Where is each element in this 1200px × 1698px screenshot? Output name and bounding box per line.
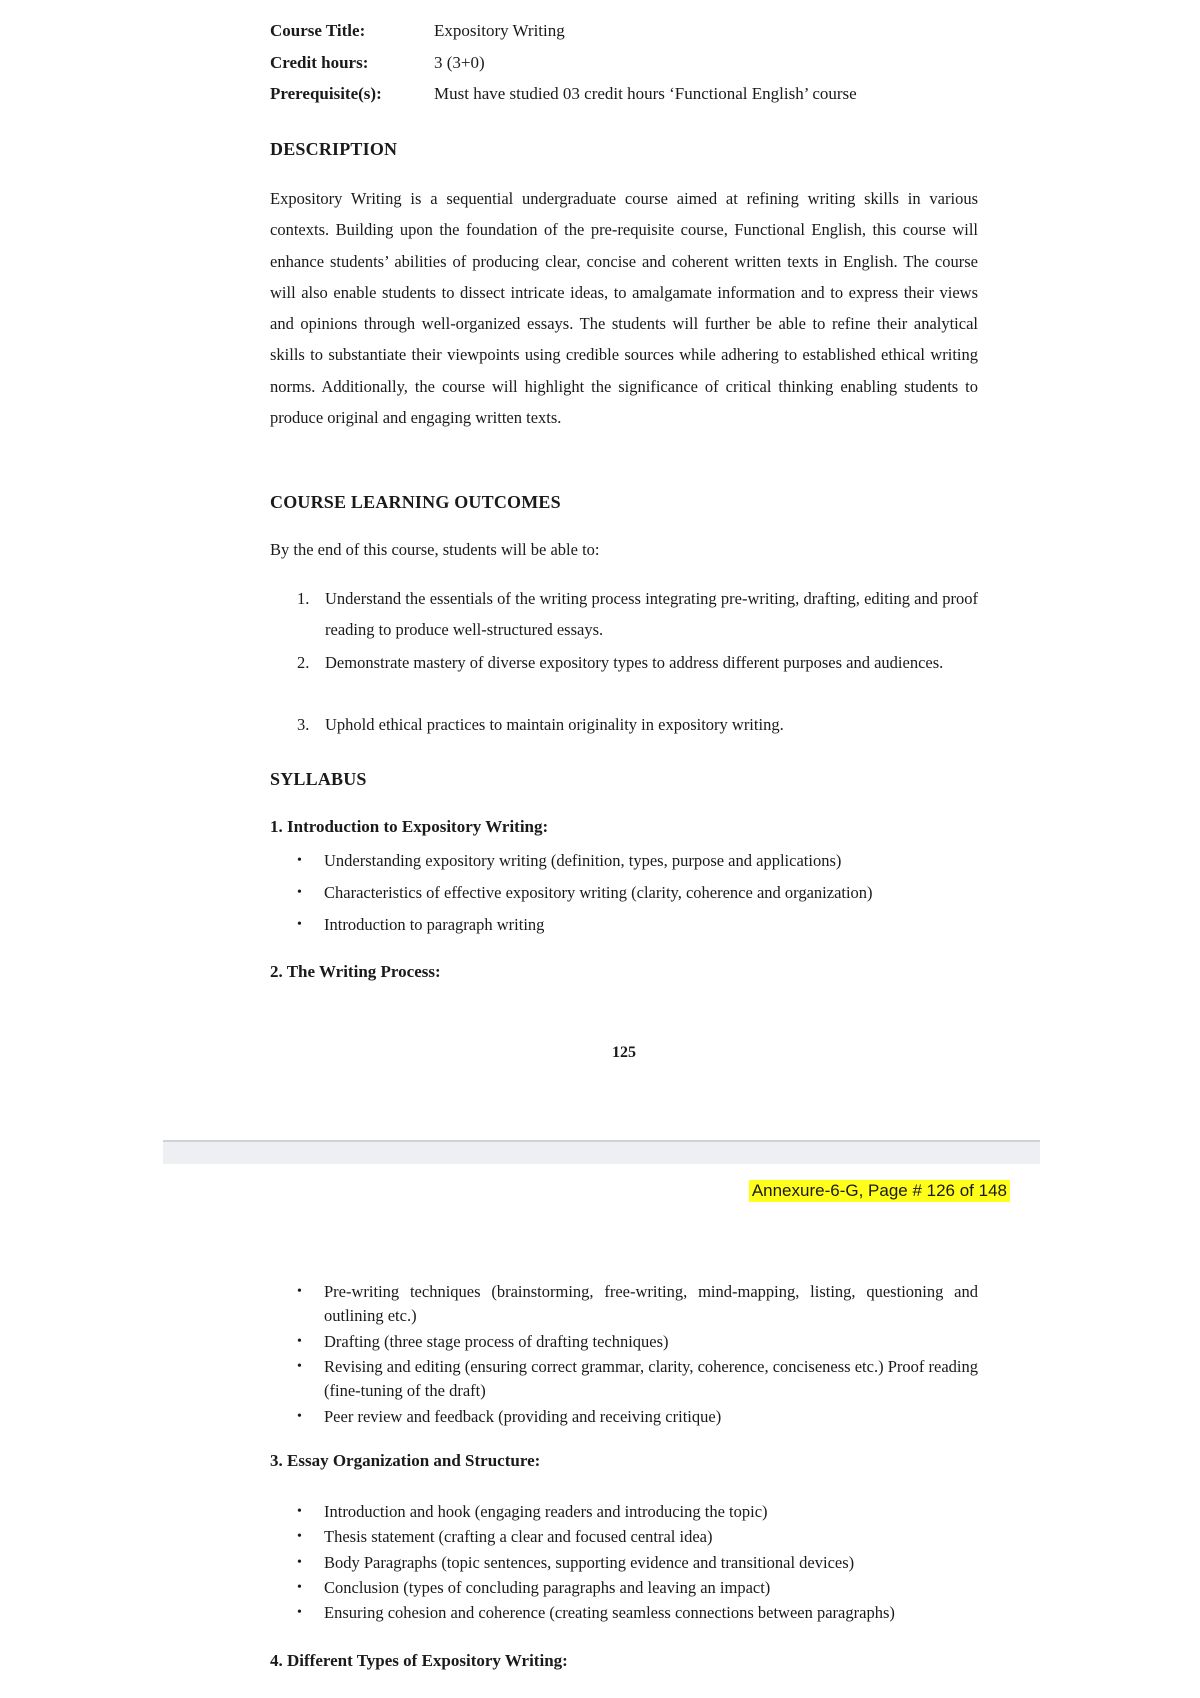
list-item-text: Introduction to paragraph writing: [324, 915, 545, 934]
page-divider: [163, 1140, 1040, 1164]
list-item-text: Peer review and feedback (providing and receiving critique): [324, 1407, 722, 1426]
prerequisite-label: Prerequisite(s):: [270, 84, 382, 103]
course-title-value: Expository Writing: [434, 21, 565, 40]
bullet-icon: •: [297, 1504, 302, 1519]
bullet-icon: •: [297, 1334, 302, 1349]
outcome-item: [297, 709, 978, 740]
list-item: [297, 1551, 978, 1575]
outcome-number: 2.: [297, 653, 310, 672]
list-item: [297, 1355, 978, 1402]
syllabus-section-2-title: 2. The Writing Process:: [270, 962, 441, 981]
outcome-number: 1.: [297, 589, 310, 608]
description-heading: DESCRIPTION: [270, 139, 398, 159]
outcomes-intro: By the end of this course, students will be able to:: [270, 540, 600, 559]
bullet-icon: •: [297, 1359, 302, 1374]
list-item: [297, 849, 978, 873]
outcomes-heading: COURSE LEARNING OUTCOMES: [270, 492, 561, 512]
list-item-text: Thesis statement (crafting a clear and focused central idea): [324, 1527, 713, 1546]
list-item: [297, 881, 978, 905]
list-item: [297, 1280, 978, 1327]
outcome-text: Uphold ethical practices to maintain originality in expository writing.: [325, 715, 784, 734]
list-item-text: Revising and editing (ensuring correct grammar, clarity, coherence, conciseness etc.) Proof reading (fine-tuning of the draft): [324, 1357, 978, 1400]
outcome-item: [297, 647, 978, 678]
bullet-icon: •: [297, 1605, 302, 1620]
list-item-text: Understanding expository writing (definition, types, purpose and applications): [324, 851, 842, 870]
credit-hours-value: 3 (3+0): [434, 53, 485, 72]
bullet-icon: •: [297, 885, 302, 900]
list-item: [297, 913, 978, 937]
list-item: [297, 1500, 978, 1524]
outcome-item: [297, 583, 978, 645]
page-number: 125: [612, 1044, 636, 1061]
list-item-text: Introduction and hook (engaging readers and introducing the topic): [324, 1502, 768, 1521]
list-item: [297, 1330, 978, 1354]
list-item-text: Ensuring cohesion and coherence (creating seamless connections between paragraphs): [324, 1603, 895, 1622]
bullet-icon: •: [297, 1409, 302, 1424]
bullet-icon: •: [297, 917, 302, 932]
outcome-text: Understand the essentials of the writing process integrating pre-writing, drafting, editing and proof reading to produce well-structured essays.: [325, 589, 978, 639]
outcome-text: Demonstrate mastery of diverse expository types to address different purposes and audiences.: [325, 653, 944, 672]
credit-hours-label: Credit hours:: [270, 53, 369, 72]
annexure-label: Annexure-6-G, Page # 126 of 148: [749, 1180, 1010, 1202]
list-item-text: Characteristics of effective expository writing (clarity, coherence and organization): [324, 883, 873, 902]
list-item-text: Body Paragraphs (topic sentences, supporting evidence and transitional devices): [324, 1553, 855, 1572]
bullet-icon: •: [297, 1529, 302, 1544]
bullet-icon: •: [297, 1284, 302, 1299]
list-item-text: Drafting (three stage process of drafting techniques): [324, 1332, 669, 1351]
bullet-icon: •: [297, 853, 302, 868]
bullet-icon: •: [297, 1580, 302, 1595]
syllabus-section-4-title: 4. Different Types of Expository Writing:: [270, 1651, 568, 1670]
list-item: [297, 1405, 978, 1429]
course-title-label: Course Title:: [270, 21, 366, 40]
list-item: [297, 1601, 978, 1625]
outcome-number: 3.: [297, 715, 310, 734]
syllabus-section-1-title: 1. Introduction to Expository Writing:: [270, 817, 549, 836]
syllabus-section-3-title: 3. Essay Organization and Structure:: [270, 1451, 541, 1470]
list-item-text: Conclusion (types of concluding paragraphs and leaving an impact): [324, 1578, 771, 1597]
list-item-text: Pre-writing techniques (brainstorming, free-writing, mind-mapping, listing, questioning and outlining etc.): [324, 1282, 978, 1325]
list-item: [297, 1576, 978, 1600]
list-item: [297, 1525, 978, 1549]
bullet-icon: •: [297, 1555, 302, 1570]
description-text: Expository Writing is a sequential undergraduate course aimed at refining writing skills in various contexts. Building upon the foundation of the pre-requisite course, Functional English, this course will enhance students’ abilities of producing clear, concise and coherent written texts in English. The course will also enable students to dissect intricate ideas, to amalgamate information and to express their views and opinions through well-organized essays. The students will further be able to refine their analytical skills to substantiate their viewpoints using credible sources while adhering to established ethical writing norms. Additionally, the course will highlight the significance of critical thinking enabling students to produce original and engaging written texts.: [270, 189, 978, 428]
prerequisite-value: Must have studied 03 credit hours ‘Functional English’ course: [434, 84, 857, 103]
syllabus-heading: SYLLABUS: [270, 769, 367, 789]
